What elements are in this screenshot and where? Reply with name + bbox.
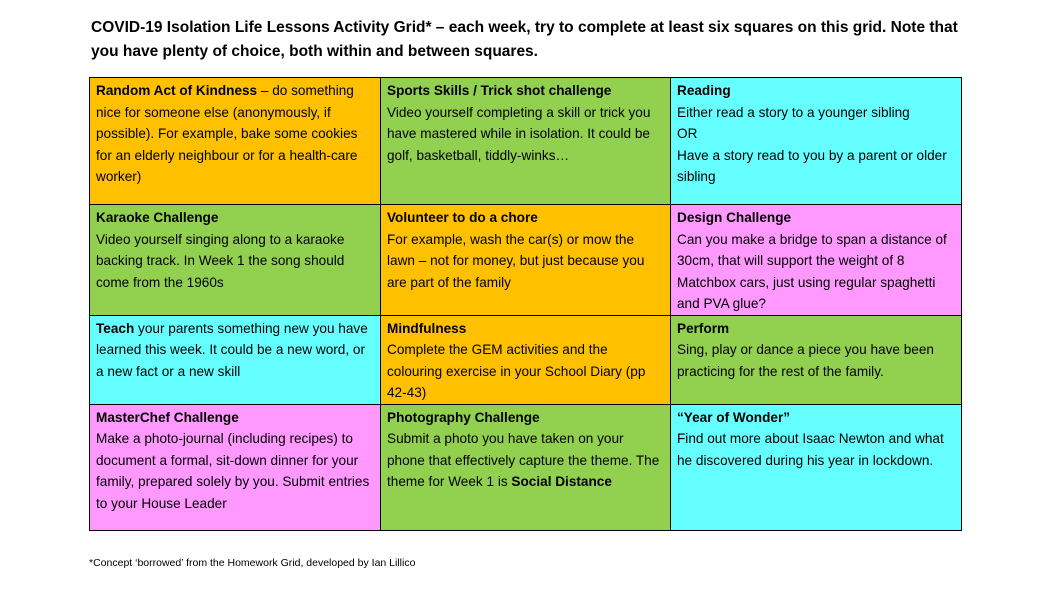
footnote: *Concept ‘borrowed’ from the Homework Grid, developed by Ian Lillico <box>89 557 416 569</box>
page-heading: COVID-19 Isolation Life Lessons Activity Grid* – each week, try to complete at least six squares on this grid. Note that you have plenty of choice, both within and between squares. <box>91 19 958 60</box>
activity-grid <box>89 77 962 531</box>
cell-text: Either read a story to a younger sibling <box>677 104 910 120</box>
cell-text: Make a photo-journal (including recipes) to document a formal, sit-down dinner for your family, prepared solely by you. Submit entries to your House Leader <box>96 431 370 511</box>
cell-title: Karaoke Challenge <box>96 210 219 225</box>
cell-masterchef-challenge <box>90 404 381 530</box>
cell-text: Sing, play or dance a piece you have been practicing for the rest of the family. <box>677 342 934 379</box>
cell-title: Photography Challenge <box>387 409 540 425</box>
photography-theme: Social Distance <box>511 474 612 489</box>
cell-text: Complete the GEM activities and the colouring exercise in your School Diary (pp 42-43) <box>387 342 646 400</box>
cell-title: Random Act of Kindness <box>96 83 258 98</box>
cell-random-act-of-kindness <box>90 78 381 205</box>
cell-text: your parents something new you have learned this week. It could be a new word, or a new fact or a new skill <box>96 320 368 379</box>
cell-text: For example, wash the car(s) or mow the lawn – not for money, but just because you are part of the family <box>387 231 645 290</box>
cell-title: Mindfulness <box>387 320 467 336</box>
cell-text: Submit a photo you have taken on your phone that effectively capture the theme. The theme for Week 1 is <box>387 431 660 489</box>
cell-photography-challenge <box>381 404 671 530</box>
cell-title: “Year of Wonder” <box>677 409 791 425</box>
cell-volunteer-chore <box>381 205 671 316</box>
cell-year-of-wonder <box>671 404 962 530</box>
cell-design-challenge <box>671 205 962 316</box>
cell-text: Find out more about Isaac Newton and what he discovered during his year in lockdown. <box>677 431 944 468</box>
cell-text: Can you make a bridge to span a distance of 30cm, that will support the weight of 8 Matchbox cars, just using regular spaghetti and PVA glue? <box>677 231 947 311</box>
cell-mindfulness <box>381 315 671 404</box>
cell-title: Design Challenge <box>677 210 792 225</box>
cell-title: Sports Skills / Trick shot challenge <box>387 83 612 98</box>
cell-reading <box>671 78 962 205</box>
cell-title: Volunteer to do a chore <box>387 210 538 225</box>
cell-teach <box>90 315 381 404</box>
cell-karaoke-challenge <box>90 205 381 316</box>
cell-text: Video yourself singing along to a karaoke backing track. In Week 1 the song should come from the 1960s <box>96 231 345 290</box>
cell-perform <box>671 315 962 404</box>
cell-sports-skills <box>381 78 671 205</box>
cell-title: MasterChef Challenge <box>96 409 239 425</box>
cell-text: – do something nice for someone else (anonymously, if possible). For example, bake some cookies for an elderly neighbour or for a health-care worker) <box>96 83 358 184</box>
cell-title: Teach <box>96 320 135 336</box>
cell-text: Have a story read to you by a parent or older sibling <box>677 147 947 184</box>
cell-text: Video yourself completing a skill or trick you have mastered while in isolation. It could be golf, basketball, tiddly-winks… <box>387 104 651 163</box>
cell-title: Perform <box>677 320 730 336</box>
cell-text: OR <box>677 126 698 141</box>
cell-title: Reading <box>677 83 731 98</box>
